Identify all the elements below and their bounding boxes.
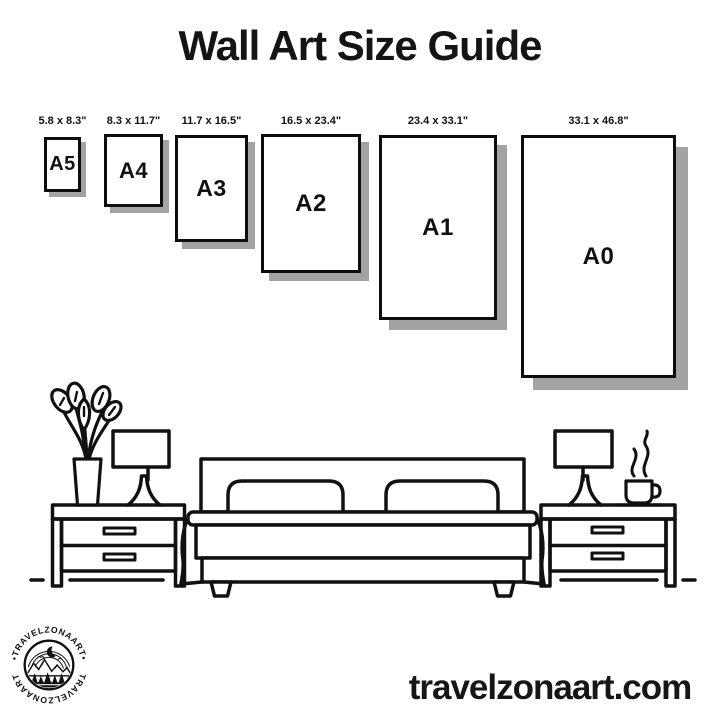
pillow-left	[228, 481, 343, 512]
table-lamp-left-icon	[113, 431, 169, 505]
page-title: Wall Art Size Guide	[178, 22, 542, 69]
size-label-a0: 33.1 x 46.8"	[568, 115, 629, 127]
frame-size-name: A4	[118, 157, 149, 183]
frame-size-name: A5	[49, 153, 76, 175]
pillow-right	[386, 481, 498, 512]
size-label-a3: 11.7 x 16.5"	[181, 115, 242, 127]
frame-size-name: A0	[582, 242, 615, 270]
website-url: travelzonaart.com	[408, 668, 692, 707]
poster-frame-a2	[261, 134, 361, 273]
poster-frame-a5	[44, 137, 81, 192]
bedroom-illustration	[0, 370, 720, 610]
poster-frame-a1	[379, 135, 497, 320]
nightstand-right-icon	[541, 505, 675, 586]
frame-size-name: A2	[295, 189, 327, 217]
steam-icon	[632, 431, 648, 476]
size-label-a5: 5.8 x 8.3"	[38, 115, 87, 127]
size-label-a2: 16.5 x 23.4"	[280, 115, 342, 127]
size-label-a4: 8.3 x 11.7"	[106, 115, 161, 127]
nightstand-left-icon	[53, 505, 185, 586]
brand-logo-badge	[4, 618, 94, 712]
poster-frame-a3	[175, 135, 248, 242]
logo-text-top: •TRAVELZONAART•	[8, 624, 90, 662]
size-label-a1: 23.4 x 33.1"	[407, 115, 469, 127]
frame-size-name: A3	[196, 175, 227, 201]
table-lamp-right-icon	[555, 431, 612, 505]
poster-frame-a0	[521, 135, 676, 378]
poster-frame-a4	[104, 134, 163, 207]
frame-size-name: A1	[422, 213, 454, 241]
logo-text-bottom: TRAVELZONAART	[9, 672, 89, 706]
bed-icon	[181, 459, 544, 596]
coffee-cup-icon	[616, 431, 662, 505]
